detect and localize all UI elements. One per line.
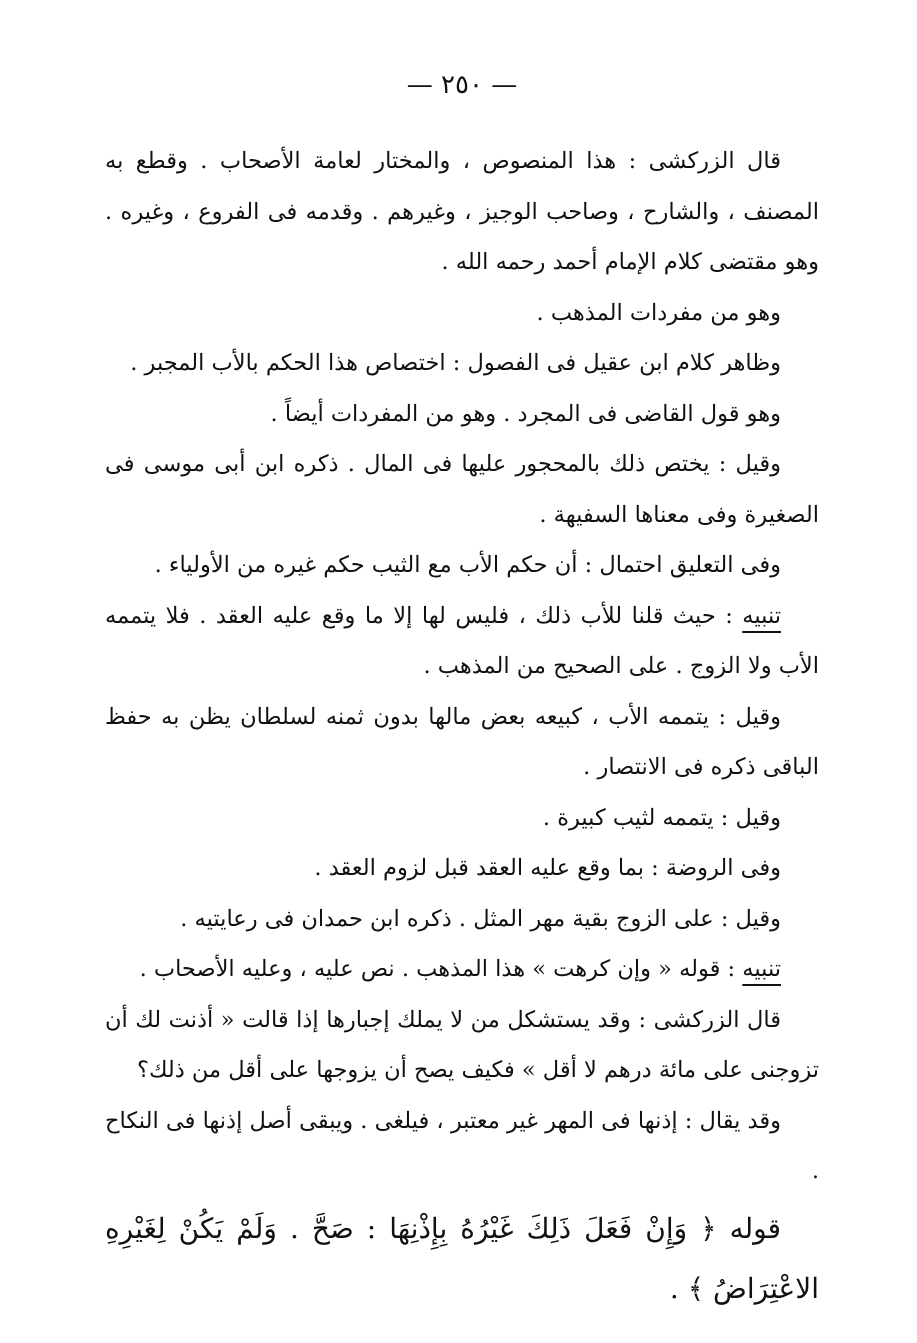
- paragraph-p4: [105, 389, 819, 440]
- paragraph-text: وقيل : يتممه لثيب كبيرة .: [542, 804, 781, 831]
- paragraph-p8: [105, 692, 819, 793]
- paragraph-text: : قوله « وإن كرهت » هذا المذهب . نص عليه ، وعليه الأصحاب .: [139, 956, 743, 982]
- paragraph-text: وقيل : يختص ذلك بالمحجور عليها فى المال . ذكره ابن أبى موسى فى الصغيرة وفى معناها السفيهة .: [105, 451, 819, 528]
- paragraph-p5: [105, 439, 819, 540]
- paragraph-text: وفى التعليق احتمال : أن حكم الأب مع الثيب حكم غيره من الأولياء .: [154, 552, 781, 578]
- paragraph-text: وهو قول القاضى فى المجرد . وهو من المفردات أيضاً .: [270, 400, 781, 427]
- paragraph-text: وقد يقال : إذنها فى المهر غير معتبر ، فيلغى . ويبقى أصل إذنها فى النكاح .: [105, 1107, 819, 1184]
- paragraph-p14: [105, 1096, 819, 1197]
- paragraph-p9: [105, 793, 819, 844]
- main-text: [105, 136, 819, 1319]
- matn-quote: [105, 1199, 819, 1319]
- matn-text: وَإِنْ فَعَلَ ذَلِكَ غَيْرُهُ بِإِذْنِهَا : صَحَّ . وَلَمْ يَكُنْ لِغَيْرِهِ الاعْتِرَاضُ: [105, 1211, 819, 1305]
- page-number: — ٢٥٠ —: [406, 70, 518, 100]
- matn-close: ﴾ .: [669, 1271, 714, 1305]
- paragraph-text: وهو من مفردات المذهب .: [536, 299, 781, 326]
- paragraph-p3: [105, 338, 819, 389]
- paragraph-p6: [105, 540, 819, 591]
- paragraph-text: وفى الروضة : بما وقع عليه العقد قبل لزوم العقد .: [314, 855, 781, 881]
- paragraph-p2: [105, 288, 819, 339]
- paragraph-text: وقيل : يتممه الأب ، كبيعه بعض مالها بدون ثمنه لسلطان يظن به حفظ الباقى ذكره فى الانتصار .: [105, 703, 819, 780]
- paragraph-p12: [105, 944, 819, 995]
- note-label: تنبيه: [742, 956, 781, 982]
- paragraph-text: وظاهر كلام ابن عقيل فى الفصول : اختصاص هذا الحكم بالأب المجبر .: [130, 350, 781, 376]
- paragraph-p11: [105, 894, 819, 945]
- paragraph-text: قال الزركشى : وقد يستشكل من لا يملك إجبارها إذا قالت « أذنت لك أن تزوجنى على مائة درهم لا أقل » فكيف يصح أن يزوجها على أقل من ذلك؟: [105, 1006, 819, 1083]
- paragraph-text: : حيث قلنا للأب ذلك ، فليس لها إلا ما وقع عليه العقد . فلا يتممه الأب ولا الزوج . على الصحيح من المذهب .: [105, 602, 819, 679]
- matn-lead: قوله ﴿: [687, 1211, 781, 1245]
- note-label: تنبيه: [742, 602, 781, 629]
- paragraph-text: قال الزركشى : هذا المنصوص ، والمختار لعامة الأصحاب . وقطع به المصنف ، والشارح ، وصاحب الوجيز ، وغيرهم . وقدمه فى الفروع ، وغيره . وهو مقتضى كلام الإمام أحمد رحمه الله .: [105, 148, 819, 275]
- paragraph-p13: [105, 995, 819, 1096]
- paragraph-p10: [105, 843, 819, 894]
- paragraph-p1: [105, 136, 819, 288]
- paragraph-text: وقيل : على الزوج بقية مهر المثل . ذكره ابن حمدان فى رعايتيه .: [180, 905, 781, 932]
- paragraph-p7: [105, 591, 819, 692]
